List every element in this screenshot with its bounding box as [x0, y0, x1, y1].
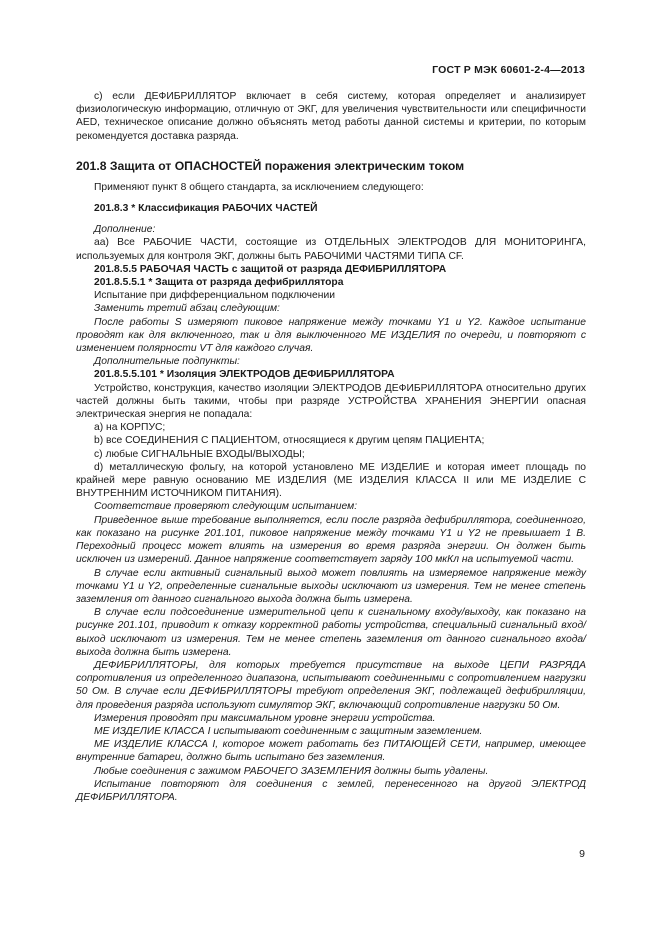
paragraph: Приведенное выше требование выполняется, если после разряда дефибриллятора, соединенного, как показано на рисунке 201.101, пиковое напряжение между точками Y1 и Y2 не превышает 1 В. Переходный процесс может влиять на измерения во время разряда энергии. Он должен быть исключен из измерений. Данное напряжение соответствует заряду 100 мкКл на испытуемой части. [76, 514, 586, 566]
section-heading: 201.8 Защита от ОПАСНОСТЕЙ поражения электрическим током [76, 158, 465, 173]
list-item: b) все СОЕДИНЕНИЯ С ПАЦИЕНТОМ, относящиеся к другим цепям ПАЦИЕНТА; [94, 435, 485, 447]
page-body [76, 90, 586, 804]
subsection-heading: 201.8.5.5.1 * Защита от разряда дефибриллятора [94, 277, 344, 289]
paragraph: Испытание повторяют для соединения с землей, перенесенного на другой ЭЛЕКТРОД ДЕФИБРИЛЛЯТОРА. [76, 778, 586, 803]
paragraph-label: Заменить третий абзац следующим: [94, 303, 280, 315]
paragraph: Измерения проводят при максимальном уровне энергии устройства. [94, 712, 436, 724]
paragraph: МЕ ИЗДЕЛИЕ КЛАССА I, которое может работать без ПИТАЮЩЕЙ СЕТИ, например, имеющее внутренние батареи, должно быть испытано без заземления. [76, 739, 586, 764]
paragraph: c) если ДЕФИБРИЛЛЯТОР включает в себя систему, которая определяет и анализирует физиологическую информацию, отличную от ЭКГ, для увеличения чувствительности или специфичности AED, техническое описание должно объяснять метод работы данной системы и критерии, по которым рекомендуется доставка разряда. [76, 91, 586, 142]
list-item: d) металлическую фольгу, на которой установлено МЕ ИЗДЕЛИЕ и которая имеет площадь по крайней мере равную основанию МЕ ИЗДЕЛИЯ (МЕ ИЗДЕЛИЯ КЛАССА II или МЕ ИЗДЕЛИЕ С ВНУТРЕННИМ ИСТОЧНИКОМ ПИТАНИЯ). [76, 461, 586, 500]
list-item: a) на КОРПУС; [94, 422, 166, 434]
paragraph: МЕ ИЗДЕЛИЕ КЛАССА I испытывают соединенным с защитным заземлением. [94, 725, 483, 737]
paragraph: Применяют пункт 8 общего стандарта, за исключением следующего: [94, 181, 424, 193]
subsection-heading: 201.8.5.5.101 * Изоляция ЭЛЕКТРОДОВ ДЕФИБРИЛЛЯТОРА [94, 369, 395, 381]
paragraph: Испытание при дифференциальном подключении [94, 290, 335, 302]
paragraph: ДЕФИБРИЛЛЯТОРЫ, для которых требуется присутствие на выходе ЦЕПИ РАЗРЯДА сопротивления из определенного диапазона, испытывают соединенными с сопротивлением нагрузки 50 Ом. В случае если ДЕФИБРИЛЛЯТОРЫ требуют определения ЭКГ, подлежащей дефибрилляции, для проведения разряда используют симулятор ЭКГ, включающий сопротивление нагрузки 50 Ом. [76, 659, 586, 711]
paragraph-label: Соответствие проверяют следующим испытанием: [94, 501, 358, 513]
paragraph: После работы S измеряют пиковое напряжение между точками Y1 и Y2. Каждое испытание проводят как для включенного, так и для выключенного МЕ ИЗДЕЛИЯ по очереди, и повторяют с изменением полярности VT для каждого случая. [76, 316, 586, 355]
paragraph-label: Дополнение: [94, 224, 156, 236]
paragraph: В случае если подсоединение измерительной цепи к сигнальному входу/выходу, как показано на рисунке 201.101, приводит к отказу корректной работы устройства, специальный сигнальный вход/выход исключают из измерения. Тем не менее степень заземления от данного сигнального входа/выхода должна быть измерена. [76, 607, 586, 658]
subsection-heading: 201.8.3 * Классификация РАБОЧИХ ЧАСТЕЙ [94, 203, 318, 215]
page-number: 9 [579, 848, 585, 860]
paragraph: Устройство, конструкция, качество изоляции ЭЛЕКТРОДОВ ДЕФИБРИЛЛЯТОРА относительно других частей должны быть такими, чтобы при разряде УСТРОЙСТВА ХРАНЕНИЯ ЭНЕРГИИ опасная электрическая энергия не попадала: [76, 382, 586, 421]
paragraph: Любые соединения с зажимом РАБОЧЕГО ЗАЗЕМЛЕНИЯ должны быть удалены. [94, 765, 489, 777]
paragraph-label: Дополнительные подпункты: [94, 356, 240, 368]
paragraph: аа) Все РАБОЧИЕ ЧАСТИ, состоящие из ОТДЕЛЬНЫХ ЭЛЕКТРОДОВ ДЛЯ МОНИТОРИНГА, используемых для контроля ЭКГ, должны быть РАБОЧИМИ ЧАСТЯМИ ТИПА CF. [76, 237, 586, 262]
standard-header: ГОСТ Р МЭК 60601-2-4—2013 [432, 64, 585, 76]
subsection-heading: 201.8.5.5 РАБОЧАЯ ЧАСТЬ с защитой от разряда ДЕФИБРИЛЛЯТОРА [94, 263, 447, 275]
list-item: c) любые СИГНАЛЬНЫЕ ВХОДЫ/ВЫХОДЫ; [94, 448, 305, 460]
paragraph: В случае если активный сигнальный выход может повлиять на измеряемое напряжение между точками Y1 и Y2, определенные сигнальные выходы исключают из измерения. Тем не менее степень заземления от данного сигнального выхода должна быть измерена. [76, 567, 586, 605]
